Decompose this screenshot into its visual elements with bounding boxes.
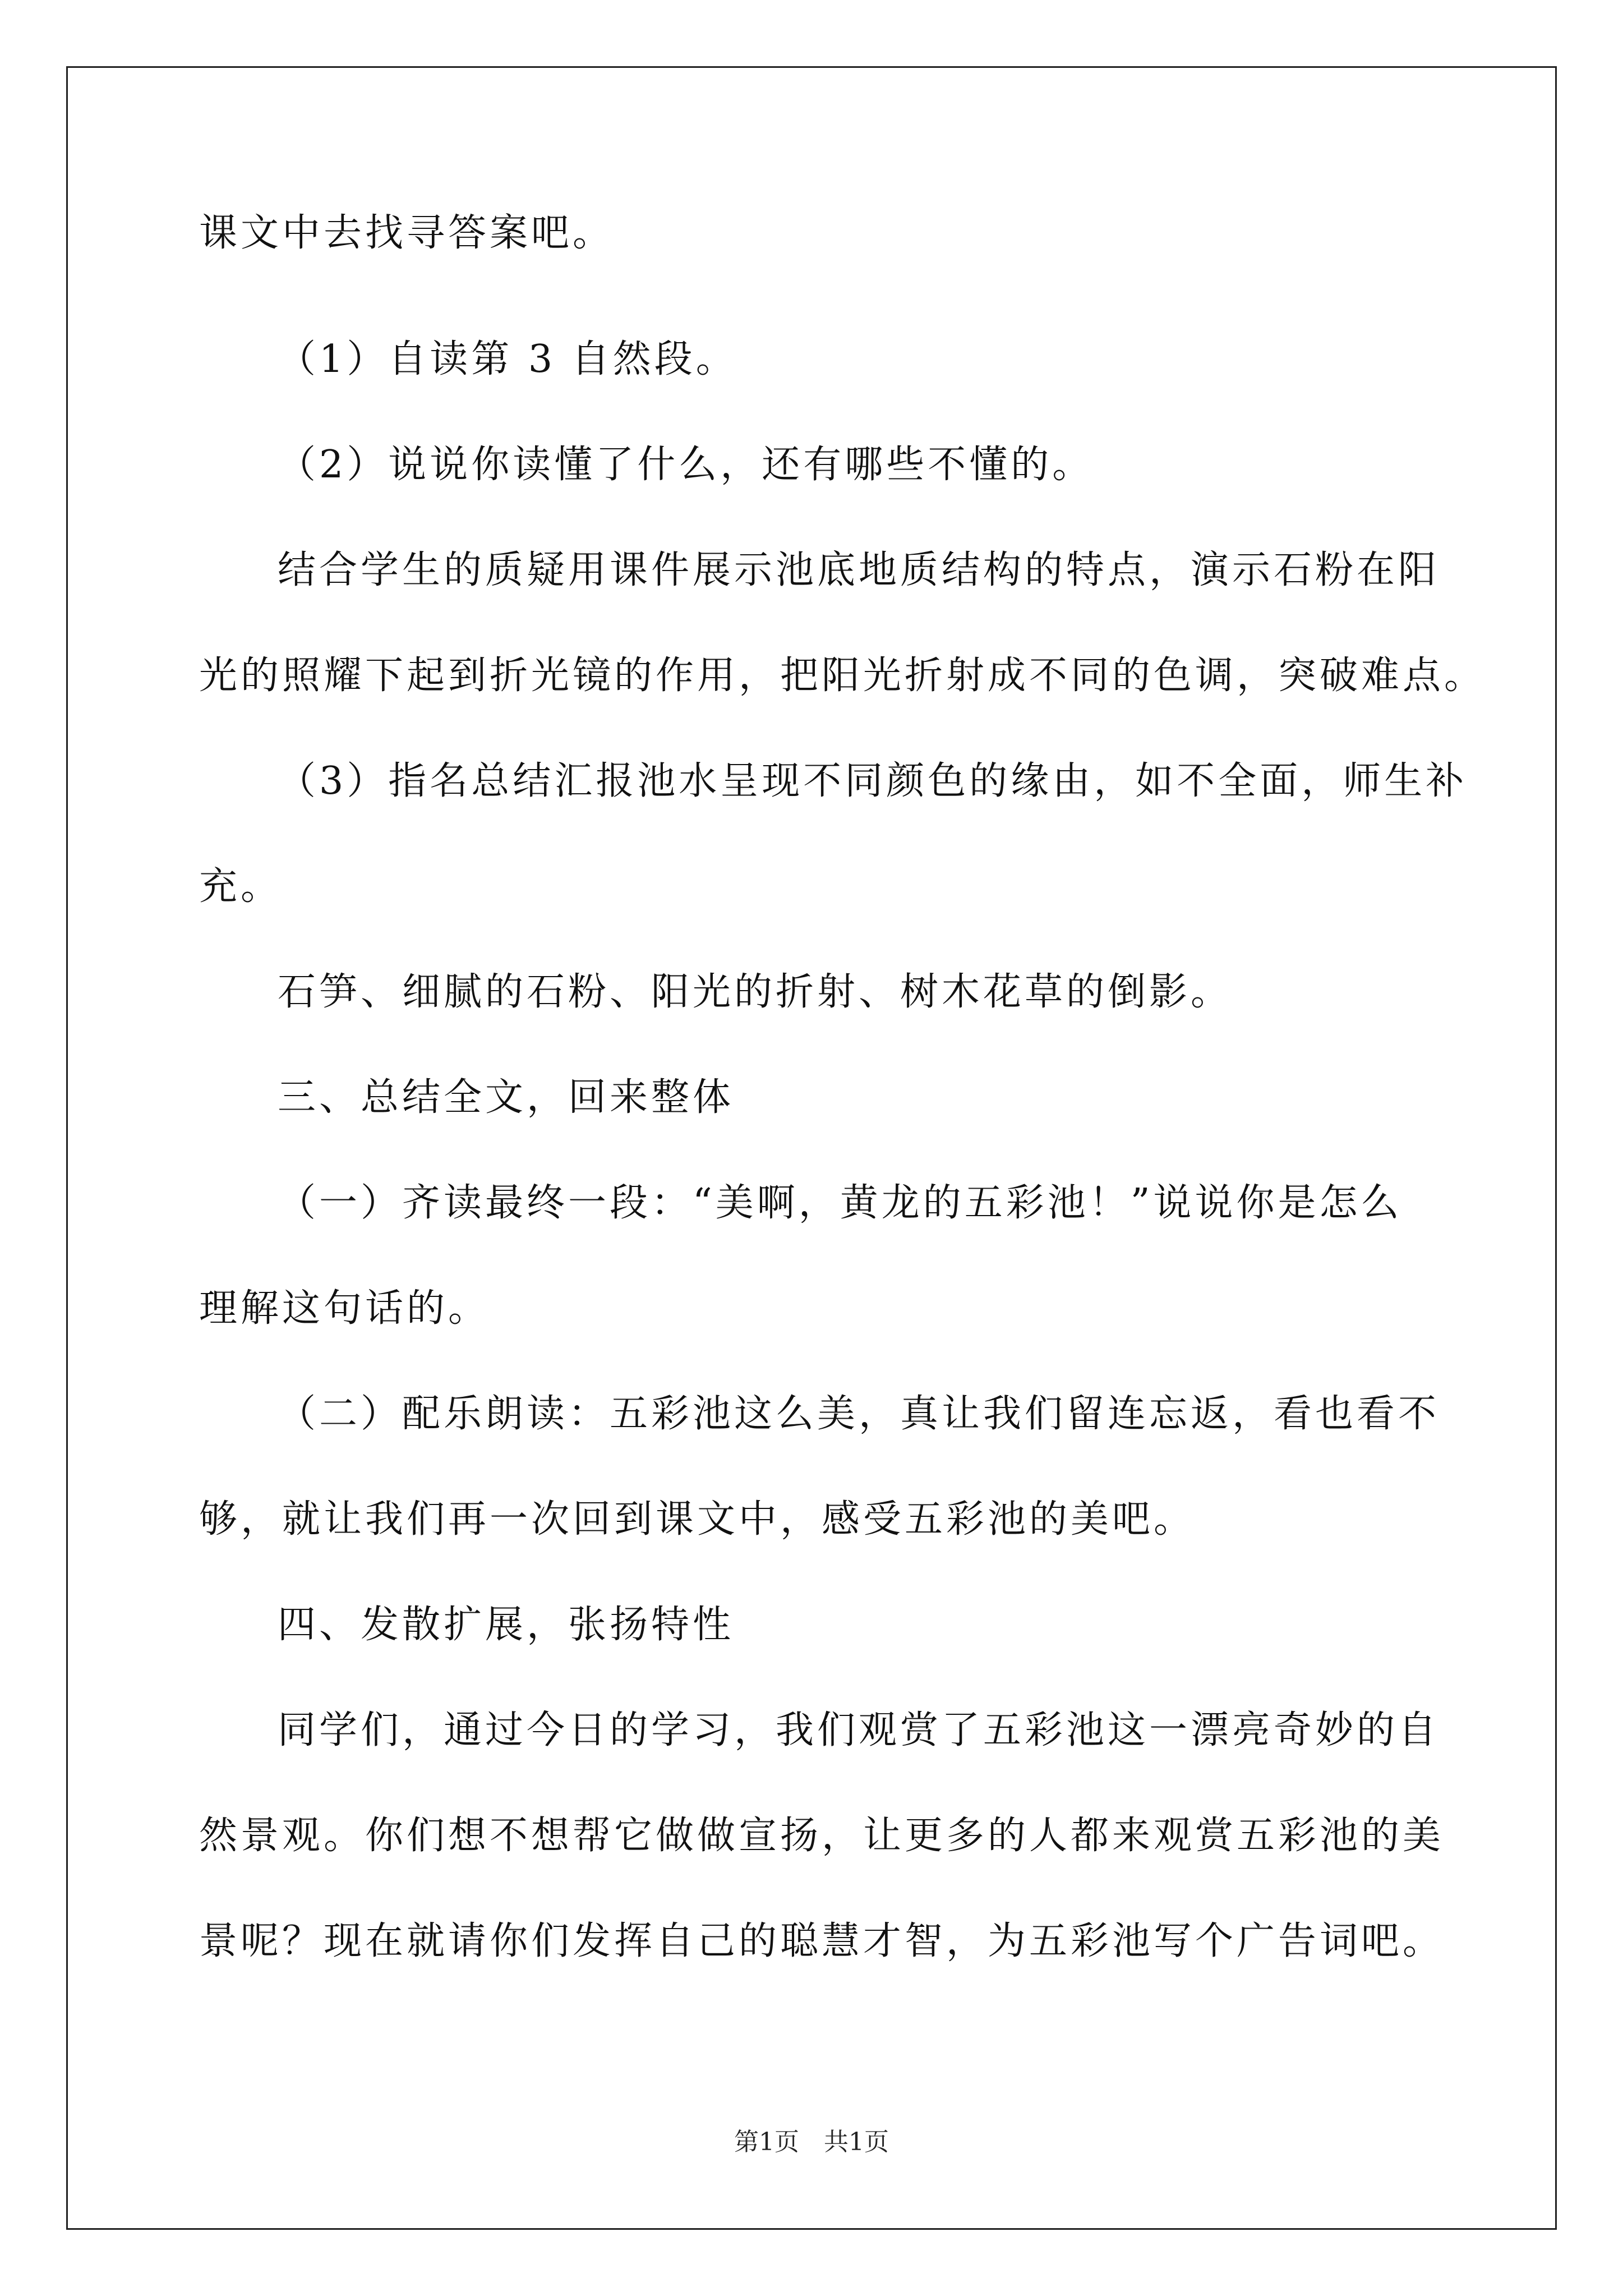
text-line: 课文中去找寻答案吧。: [199, 211, 615, 255]
text-line: （二）配乐朗读：五彩池这么美，真让我们留连忘返，看也看不: [278, 1392, 1440, 1436]
text-line: （一）齐读最终一段：“美啊，黄龙的五彩池！”说说你是怎么: [278, 1181, 1403, 1225]
text-line: （3）指名总结汇报池水呈现不同颜色的缘由，如不全面，师生补: [278, 759, 1468, 803]
section-heading: 四、发散扩展，张扬特性: [278, 1603, 735, 1647]
page-number: 第1页 共1页: [734, 2128, 889, 2156]
text-line: 够，就让我们再一次回到课文中，感受五彩池的美吧。: [199, 1497, 1196, 1542]
text-line: 理解这句话的。: [199, 1286, 490, 1331]
page-border: [66, 66, 1557, 2230]
text-line: 结合学生的质疑用课件展示池底地质结构的特点，演示石粉在阳: [278, 548, 1440, 592]
text-line: 石笋、细腻的石粉、阳光的折射、树木花草的倒影。: [278, 970, 1233, 1014]
text-line: 然景观。你们想不想帮它做做宣扬，让更多的人都来观赏五彩池的美: [199, 1814, 1445, 1858]
text-line: （1）自读第 3 自然段。: [278, 337, 737, 381]
text-line: （2）说说你读懂了什么，还有哪些不懂的。: [278, 443, 1094, 487]
text-line: 充。: [199, 864, 283, 909]
text-line: 光的照耀下起到折光镜的作用，把阳光折射成不同的色调，突破难点。: [199, 654, 1486, 698]
text-line: 同学们，通过今日的学习，我们观赏了五彩池这一漂亮奇妙的自: [278, 1708, 1440, 1752]
text-line: 景呢？现在就请你们发挥自己的聪慧才智，为五彩池写个广告词吧。: [199, 1919, 1445, 1963]
section-heading: 三、总结全文，回来整体: [278, 1075, 735, 1120]
